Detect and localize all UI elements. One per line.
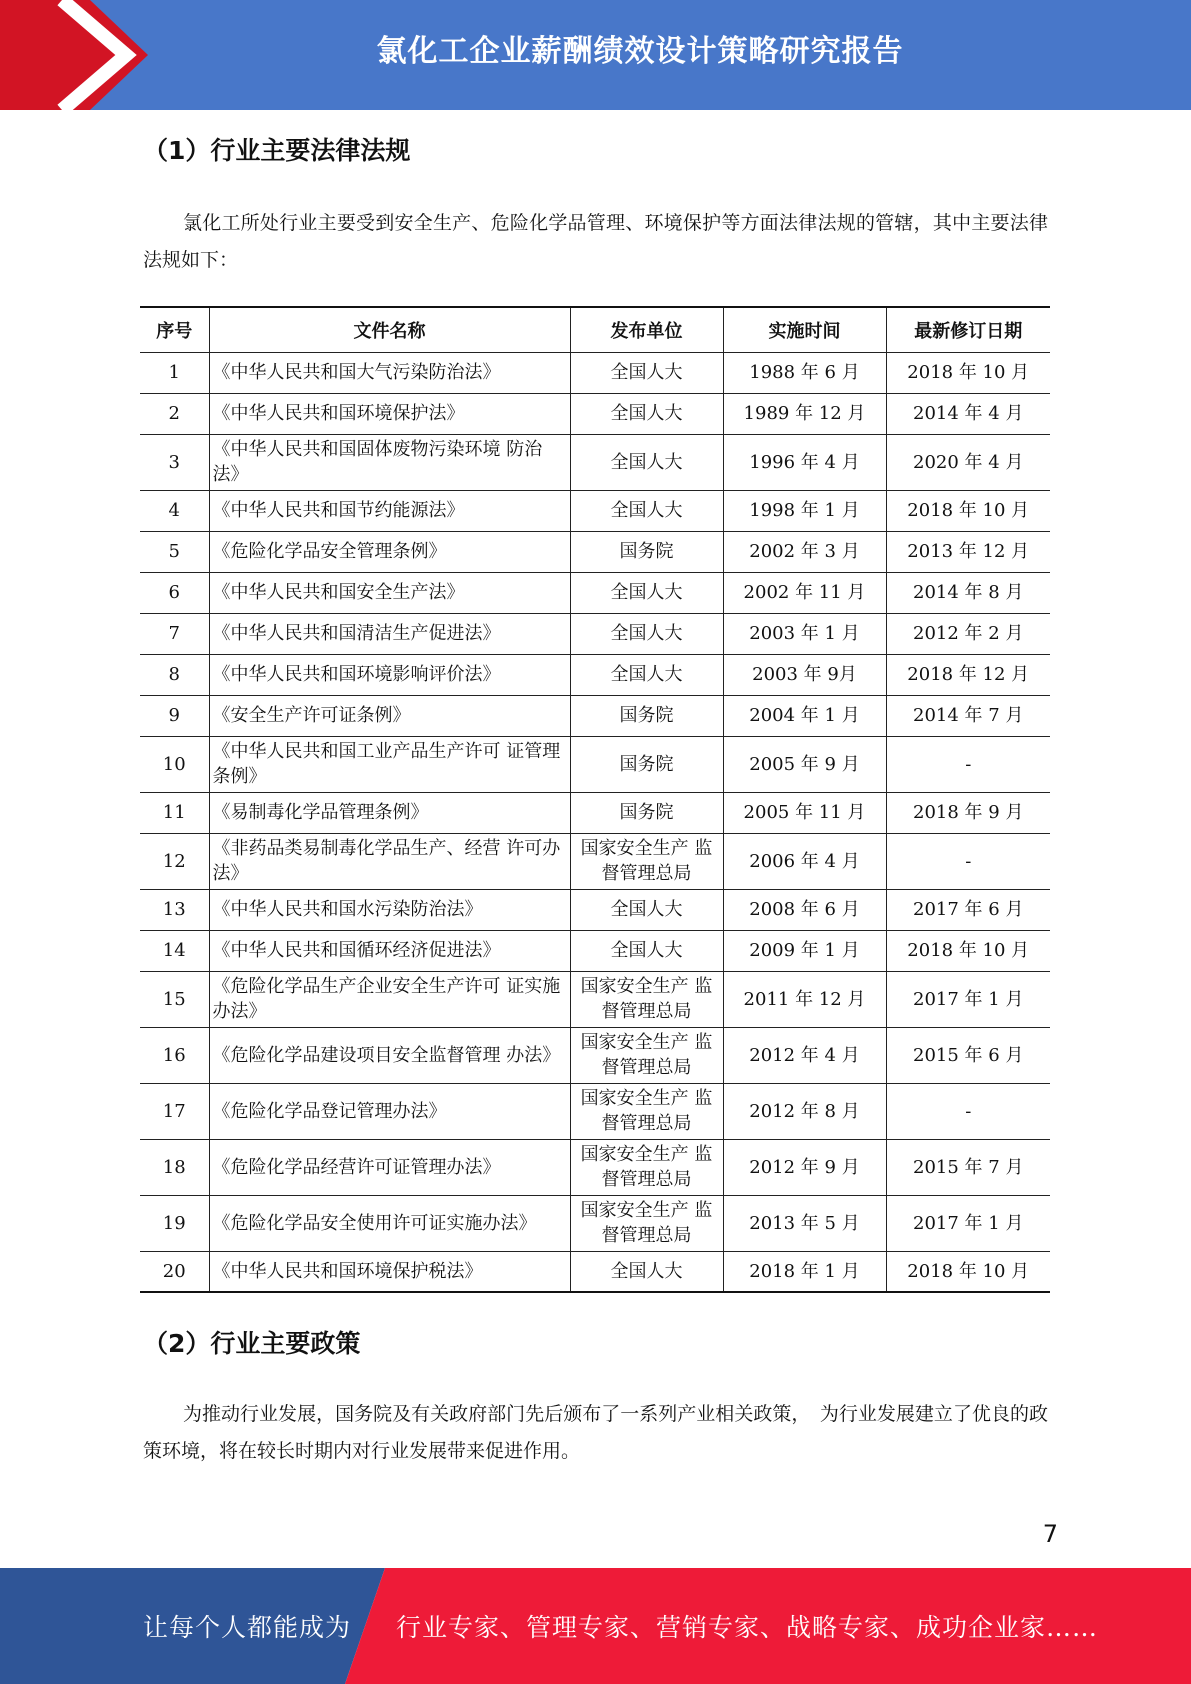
cell-issuer: 全国人大 [570,930,723,971]
cell-name: 《中华人民共和国大气污染防治法》 [209,352,570,393]
cell-revised: 2014 年 8 月 [886,572,1050,613]
cell-issuer: 全国人大 [570,434,723,490]
cell-effective: 2002 年 3 月 [723,531,886,572]
cell-no: 19 [140,1195,209,1251]
cell-revised: 2018 年 10 月 [886,490,1050,531]
header-cell-issuer: 发布单位 [570,307,723,352]
cell-issuer: 全国人大 [570,352,723,393]
table-row [140,736,1050,792]
cell-revised: 2014 年 4 月 [886,393,1050,434]
cell-name: 《中华人民共和国固体废物污染环境 防治法》 [209,434,570,490]
cell-name: 《危险化学品安全管理条例》 [209,531,570,572]
header-cell-revised: 最新修订日期 [886,307,1050,352]
cell-effective: 1996 年 4 月 [723,434,886,490]
cell-name: 《中华人民共和国安全生产法》 [209,572,570,613]
table-header-row [140,307,1050,352]
table-row [140,971,1050,1027]
page-footer [0,1568,1191,1684]
cell-effective: 1989 年 12 月 [723,393,886,434]
table-row [140,833,1050,889]
cell-no: 2 [140,393,209,434]
cell-no: 10 [140,736,209,792]
cell-revised: 2015 年 7 月 [886,1139,1050,1195]
cell-no: 11 [140,792,209,833]
cell-effective: 2005 年 11 月 [723,792,886,833]
table-row [140,1195,1050,1251]
table-row [140,1027,1050,1083]
cell-issuer: 国家安全生产 监督管理总局 [570,1139,723,1195]
cell-no: 20 [140,1251,209,1292]
cell-issuer: 国家安全生产 监督管理总局 [570,1027,723,1083]
cell-no: 17 [140,1083,209,1139]
cell-name: 《中华人民共和国工业产品生产许可 证管理条例》 [209,736,570,792]
cell-issuer: 全国人大 [570,490,723,531]
cell-revised: - [886,1083,1050,1139]
cell-effective: 2003 年 9月 [723,654,886,695]
cell-effective: 2004 年 1 月 [723,695,886,736]
page-number: 7 [1042,1520,1058,1548]
cell-issuer: 国家安全生产 监督管理总局 [570,1195,723,1251]
cell-issuer: 国务院 [570,736,723,792]
cell-name: 《中华人民共和国环境保护法》 [209,393,570,434]
table-row [140,1139,1050,1195]
cell-issuer: 国家安全生产 监督管理总局 [570,1083,723,1139]
cell-issuer: 国务院 [570,531,723,572]
table-row [140,613,1050,654]
cell-effective: 2011 年 12 月 [723,971,886,1027]
table-row [140,889,1050,930]
cell-effective: 2003 年 1 月 [723,613,886,654]
cell-issuer: 全国人大 [570,1251,723,1292]
cell-issuer: 全国人大 [570,393,723,434]
table-row [140,434,1050,490]
cell-effective: 2018 年 1 月 [723,1251,886,1292]
cell-name: 《中华人民共和国清洁生产促进法》 [209,613,570,654]
cell-effective: 2012 年 9 月 [723,1139,886,1195]
cell-effective: 2002 年 11 月 [723,572,886,613]
cell-name: 《中华人民共和国循环经济促进法》 [209,930,570,971]
table-row [140,352,1050,393]
header-cell-name: 文件名称 [209,307,570,352]
cell-revised: 2018 年 12 月 [886,654,1050,695]
cell-issuer: 国务院 [570,695,723,736]
cell-effective: 2009 年 1 月 [723,930,886,971]
cell-name: 《危险化学品建设项目安全监督管理 办法》 [209,1027,570,1083]
cell-issuer: 全国人大 [570,613,723,654]
table-row [140,930,1050,971]
cell-no: 3 [140,434,209,490]
cell-issuer: 国务院 [570,792,723,833]
laws-intro-paragraph: 氯化工所处行业主要受到安全生产、危险化学品管理、环境保护等方面法律法规的管辖，其中主要法律法规如下： [143,212,1048,271]
cell-no: 4 [140,490,209,531]
cell-no: 16 [140,1027,209,1083]
cell-effective: 1988 年 6 月 [723,352,886,393]
cell-effective: 2005 年 9 月 [723,736,886,792]
header-cell-effective: 实施时间 [723,307,886,352]
cell-no: 6 [140,572,209,613]
section-heading-policy: （2）行业主要政策 [143,1329,361,1358]
table-row [140,572,1050,613]
cell-name: 《中华人民共和国节约能源法》 [209,490,570,531]
cell-issuer: 国家安全生产 监督管理总局 [570,833,723,889]
table-row [140,695,1050,736]
cell-revised: 2020 年 4 月 [886,434,1050,490]
table-row [140,393,1050,434]
footer-slogan-left: 让每个人都能成为 [143,1613,352,1642]
cell-effective: 2008 年 6 月 [723,889,886,930]
cell-revised: 2018 年 9 月 [886,792,1050,833]
cell-name: 《易制毒化学品管理条例》 [209,792,570,833]
cell-name: 《中华人民共和国环境影响评价法》 [209,654,570,695]
cell-name: 《非药品类易制毒化学品生产、经营 许可办法》 [209,833,570,889]
cell-no: 7 [140,613,209,654]
cell-revised: 2012 年 2 月 [886,613,1050,654]
cell-no: 12 [140,833,209,889]
table-row [140,654,1050,695]
cell-no: 5 [140,531,209,572]
cell-no: 15 [140,971,209,1027]
cell-no: 14 [140,930,209,971]
cell-effective: 2006 年 4 月 [723,833,886,889]
cell-effective: 2012 年 4 月 [723,1027,886,1083]
section-heading-laws: （1）行业主要法律法规 [143,136,411,165]
cell-name: 《安全生产许可证条例》 [209,695,570,736]
cell-issuer: 国家安全生产 监督管理总局 [570,971,723,1027]
cell-no: 13 [140,889,209,930]
cell-issuer: 全国人大 [570,889,723,930]
table-row [140,792,1050,833]
cell-name: 《中华人民共和国环境保护税法》 [209,1251,570,1292]
cell-name: 《危险化学品经营许可证管理办法》 [209,1139,570,1195]
cell-effective: 2012 年 8 月 [723,1083,886,1139]
cell-revised: 2013 年 12 月 [886,531,1050,572]
cell-effective: 1998 年 1 月 [723,490,886,531]
cell-no: 18 [140,1139,209,1195]
cell-revised: - [886,833,1050,889]
cell-revised: 2017 年 6 月 [886,889,1050,930]
cell-revised: 2014 年 7 月 [886,695,1050,736]
page-header [0,0,1191,110]
cell-no: 9 [140,695,209,736]
footer-slogan-right: 行业专家、管理专家、营销专家、战略专家、成功企业家…… [396,1613,1099,1642]
cell-issuer: 全国人大 [570,654,723,695]
report-title: 氯化工企业薪酬绩效设计策略研究报告 [376,34,904,69]
table-row [140,490,1050,531]
cell-revised: - [886,736,1050,792]
table-row [140,1251,1050,1292]
policy-paragraph: 为推动行业发展，国务院及有关政府部门先后颁布了一系列产业相关政策， 为行业发展建立了优良的政策环境，将在较长时期内对行业发展带来促进作用。 [143,1403,1048,1462]
cell-revised: 2018 年 10 月 [886,352,1050,393]
cell-no: 1 [140,352,209,393]
cell-name: 《危险化学品登记管理办法》 [209,1083,570,1139]
cell-revised: 2018 年 10 月 [886,930,1050,971]
table-row [140,531,1050,572]
table-row [140,1083,1050,1139]
cell-effective: 2013 年 5 月 [723,1195,886,1251]
cell-name: 《中华人民共和国水污染防治法》 [209,889,570,930]
cell-name: 《危险化学品生产企业安全生产许可 证实施办法》 [209,971,570,1027]
cell-name: 《危险化学品安全使用许可证实施办法》 [209,1195,570,1251]
laws-table [140,306,1050,1293]
cell-revised: 2017 年 1 月 [886,971,1050,1027]
cell-revised: 2018 年 10 月 [886,1251,1050,1292]
header-cell-no: 序号 [140,307,209,352]
cell-revised: 2015 年 6 月 [886,1027,1050,1083]
cell-revised: 2017 年 1 月 [886,1195,1050,1251]
cell-issuer: 全国人大 [570,572,723,613]
cell-no: 8 [140,654,209,695]
